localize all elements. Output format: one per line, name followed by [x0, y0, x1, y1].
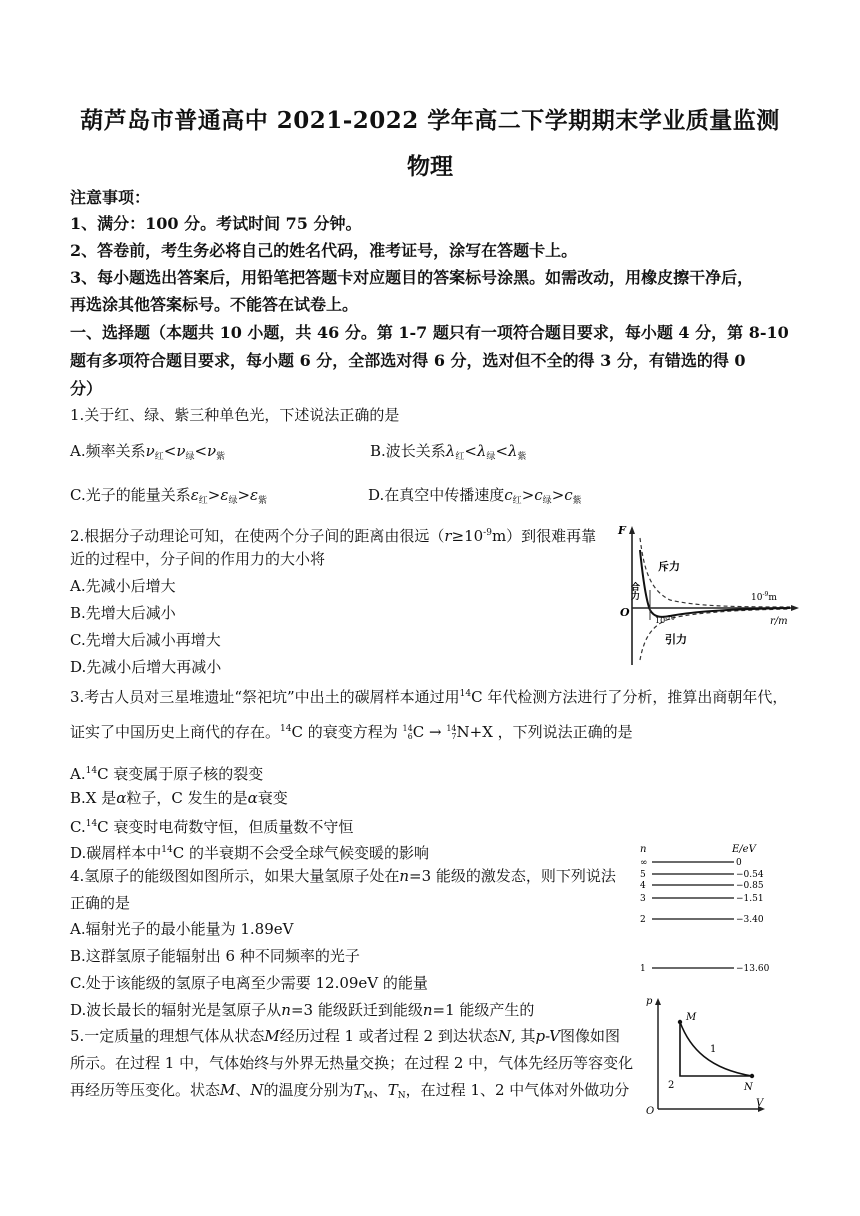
- resultant-label: 合力: [629, 582, 639, 600]
- pv-diagram: [640, 994, 766, 1116]
- q1-option-b: B.波长关系$\lambda_红<\lambda_绿<\lambda_紫$: [370, 442, 527, 462]
- level-energy-4: −1.51: [736, 894, 764, 904]
- q3-option-a: A.$^{14}$C 衰变属于原子核的裂变: [70, 765, 264, 783]
- state-m-point: [678, 1020, 682, 1024]
- q1-option-a: A.频率关系$\nu_红<\nu_绿<\nu_紫$: [70, 442, 226, 462]
- q1-stem: 1.关于红、绿、紫三种单色光，下述说法正确的是: [70, 406, 400, 424]
- carbon-nuclide: 14 6C: [402, 723, 425, 741]
- exam-subject: 物理: [407, 153, 453, 180]
- p-axis-arrow: [655, 998, 661, 1005]
- state-m-label: M: [686, 1012, 697, 1023]
- hydrogen-energy-level-diagram: [636, 838, 786, 990]
- level-energy-3: −0.85: [736, 881, 764, 891]
- force-axis-arrow: [629, 526, 635, 534]
- process-2-label: 2: [668, 1080, 675, 1091]
- q4-stem-line-1: 4.氢原子的能级图如图所示，如果大量氢原子处在n=3 能级的激发态，则下列说法: [70, 867, 616, 885]
- q4-option-b: B.这群氢原子能辐射出 6 种不同频率的光子: [70, 947, 360, 965]
- tick-right: $10^{-9}m$: [751, 591, 777, 603]
- level-n-header: n: [640, 844, 647, 855]
- level-n-3: 4: [640, 881, 646, 891]
- level-n-6: 1: [640, 964, 646, 974]
- state-n-point: [750, 1074, 754, 1078]
- level-n-2: 5: [640, 870, 646, 880]
- energy-levels: [640, 858, 770, 974]
- notes-item-3-cont: 再选涂其他答案标号。不能答在试卷上。: [70, 295, 359, 314]
- level-energy-2: −0.54: [736, 870, 764, 880]
- level-energy-1: 0: [736, 858, 742, 868]
- distance-label: r/m: [770, 616, 788, 627]
- notes-item-1: 1、满分：100 分。考试时间 75 分钟。: [70, 214, 362, 233]
- level-e-header: E/eV: [732, 844, 756, 855]
- process-1-label: 1: [710, 1044, 717, 1055]
- q3-option-b: B.X 是α粒子，C 发生的是α衰变: [70, 789, 288, 807]
- q4-option-c: C.处于该能级的氢原子电离至少需要 12.09eV 的能量: [70, 974, 428, 992]
- q1-option-c: C.光子的能量关系$\varepsilon_红>\varepsilon_绿>\varepsilon_紫$: [70, 486, 268, 506]
- q1-option-d: D.在真空中传播速度$c_红>c_绿>c_紫$: [368, 486, 582, 506]
- q3-option-c: C.$^{14}$C 衰变时电荷数守恒，但质量数不守恒: [70, 818, 354, 836]
- decay-arrow: →: [428, 723, 442, 741]
- state-n-label: N: [744, 1082, 753, 1093]
- q5-stem-line-3: 再经历等压变化。状态M、N的温度分别为$T_M$、$T_N$，在过程 1、2 中气体对外做功分: [70, 1081, 630, 1101]
- repulsion-label: 斥力: [658, 560, 680, 573]
- q4-option-d: D.波长最长的辐射光是氢原子从n=3 能级跃迁到能级n=1 能级产生的: [70, 1001, 535, 1019]
- level-energy-5: −3.40: [736, 915, 764, 925]
- notes-item-3: 3、每小题选出答案后，用铅笔把答题卡对应题目的答案标号涂黑。如需改动，用橡皮擦干净后，: [70, 268, 754, 287]
- q2-option-c: C.先增大后减小再增大: [70, 631, 221, 649]
- q5-stem-line-1: 5.一定质量的理想气体从状态M经历过程 1 或者过程 2 到达状态N, 其p-V图像如图: [70, 1027, 620, 1045]
- q3-stem-line-2: 证实了中国历史上商代的存在。$^{14}$C 的衰变方程为 14 6C → 14 7N+X ，下列说法正确的是: [70, 723, 633, 741]
- section1-line-2: 题有多项符合题目要求，每小题 6 分，全部选对得 6 分，选对但不全的得 3 分，有错选的得 0: [70, 351, 746, 370]
- q2-option-a: A.先减小后增大: [70, 577, 176, 595]
- level-energy-6: −13.60: [736, 964, 770, 974]
- attraction-label: 引力: [665, 633, 687, 646]
- v-axis-label: V: [756, 1098, 764, 1109]
- tick-near: $10^{-10}$: [655, 615, 675, 625]
- notes-heading: 注意事项：: [70, 188, 151, 207]
- level-n-5: 2: [640, 915, 646, 925]
- origin-label: O: [620, 606, 630, 619]
- q3-option-d: D.碳屑样本中$^{14}$C 的半衰期不会受全球气候变暖的影响: [70, 844, 429, 862]
- q2-option-b: B.先增大后减小: [70, 604, 176, 622]
- notes-item-2: 2、答卷前，考生务必将自己的姓名代码，准考证号，涂写在答题卡上。: [70, 241, 578, 260]
- origin-label: O: [646, 1106, 655, 1116]
- nitrogen-nuclide: 14 7N+X: [446, 723, 493, 741]
- level-n-1: ∞: [640, 858, 648, 868]
- force-label: F: [618, 524, 626, 537]
- q2-stem-line-1: 2.根据分子动理论可知，在使两个分子间的距离由很远$(r\ge 10^{-9}m)$到很难再靠: [70, 527, 597, 545]
- level-n-4: 3: [640, 894, 646, 904]
- distance-axis-arrow: [791, 605, 799, 611]
- q3-stem-line-1: 3.考古人员对三星堆遗址“祭祀坑”中出土的碳屑样本通过用$^{14}$C 年代检测方法进行了分析，推算出商朝年代，: [70, 688, 788, 706]
- q5-stem-line-2: 所示。在过程 1 中，气体始终与外界无热量交换；在过程 2 中，气体先经历等容变化: [70, 1054, 634, 1072]
- q2-option-d: D.先减小后增大再减小: [70, 658, 222, 676]
- exam-title: 葫芦岛市普通高中 2021-2022 学年高二下学期期末学业质量监测: [80, 107, 780, 134]
- molecular-force-graph: [610, 520, 800, 670]
- section1-line-1: 一、选择题（本题共 10 小题，共 46 分。第 1-7 题只有一项符合题目要求，每小题 4 分，第 8-10: [70, 323, 789, 342]
- p-axis-label: p: [646, 996, 653, 1007]
- q2-stem-line-2: 近的过程中，分子间的作用力的大小将: [70, 550, 326, 568]
- section1-line-3: 分）: [70, 379, 103, 398]
- q4-option-a: A.辐射光子的最小能量为 1.89eV: [70, 920, 294, 938]
- q4-stem-line-2: 正确的是: [70, 894, 131, 912]
